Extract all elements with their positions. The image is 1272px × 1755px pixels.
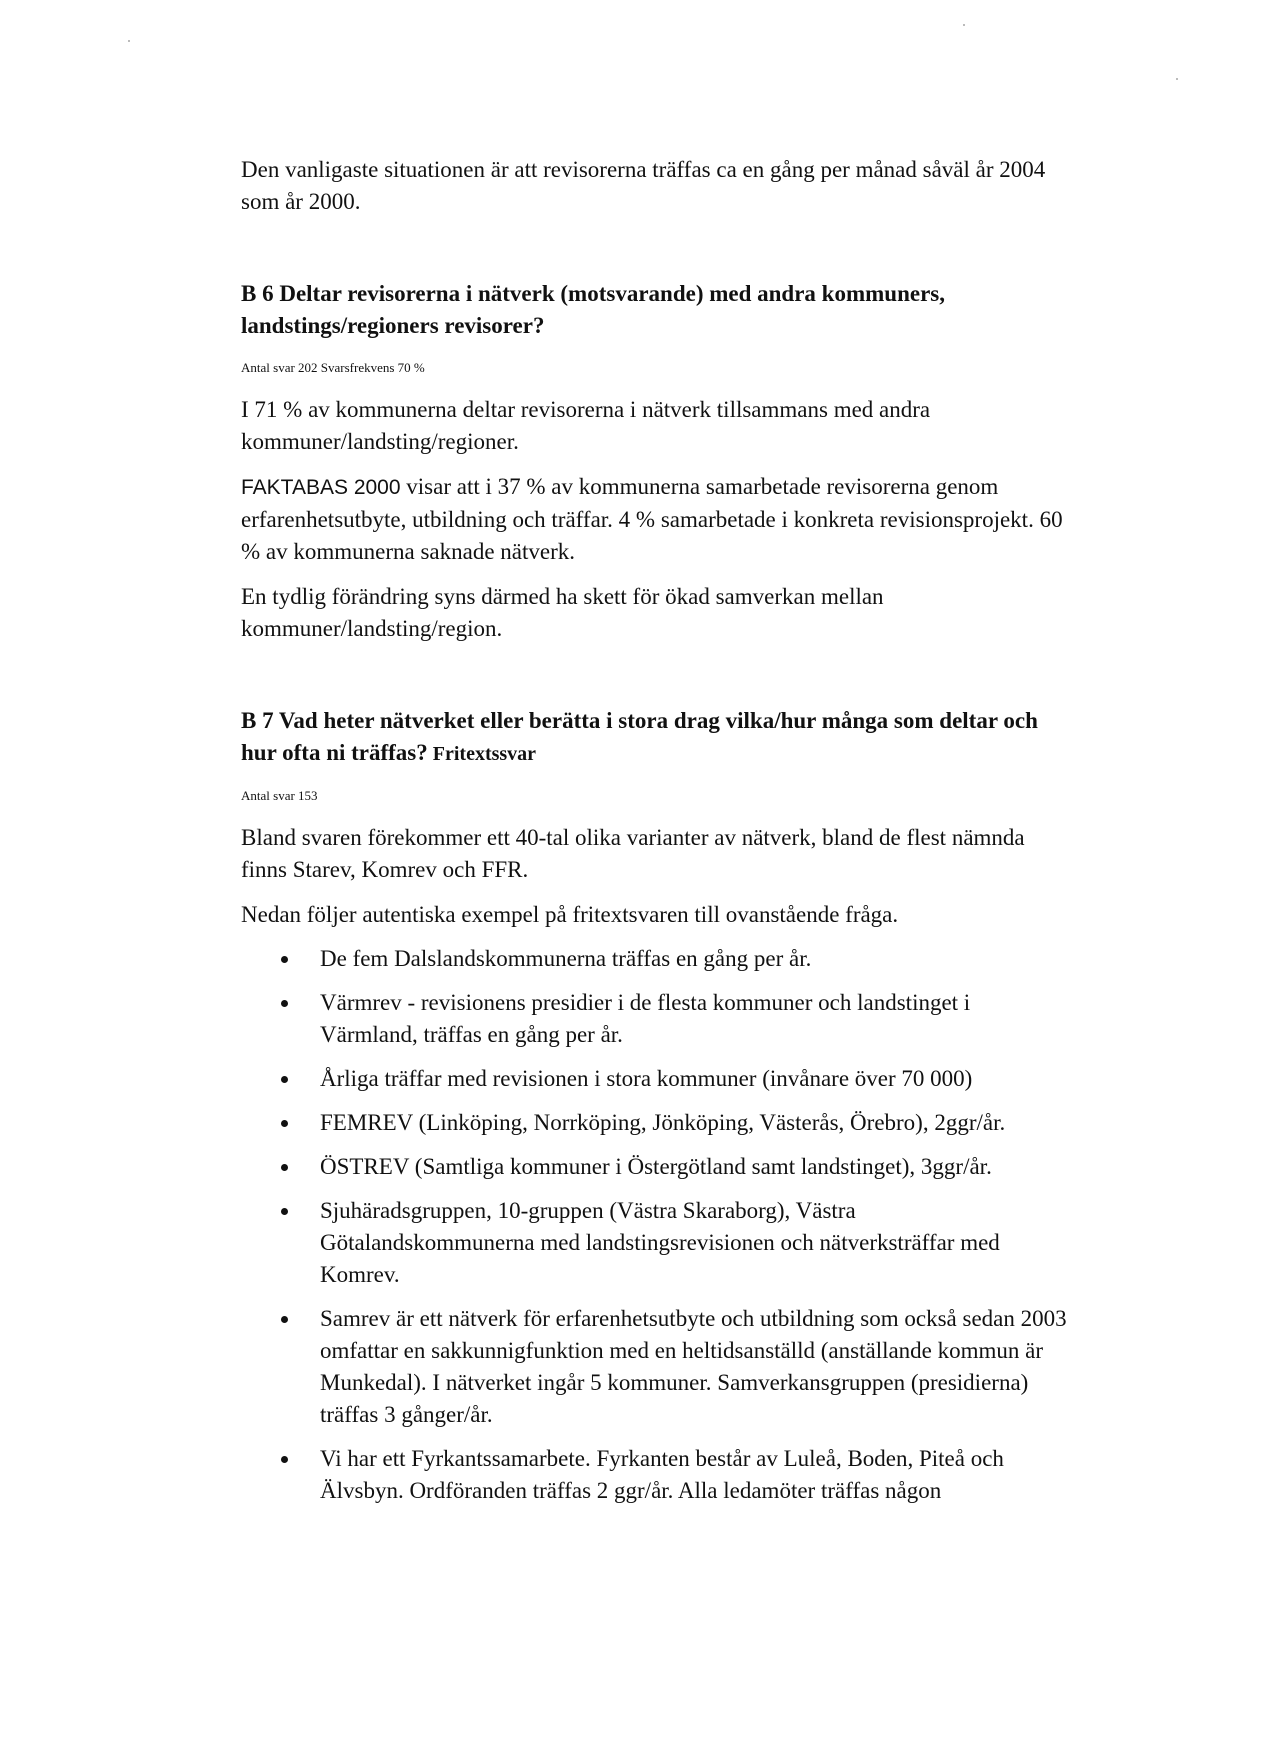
faktabas-label: FAKTABAS 2000 <box>241 476 401 499</box>
list-item <box>241 1107 1071 1139</box>
scan-speck <box>1176 78 1178 80</box>
bullet-icon <box>281 1456 288 1463</box>
section-b7-heading <box>241 705 1071 770</box>
list-item-text: Årliga träffar med revisionen i stora kommuner (invånare över 70 000) <box>320 1066 973 1091</box>
list-item-text: Sjuhäradsgruppen, 10-gruppen (Västra Skaraborg), Västra Götalandskommunerna med landstingsrevisionen och nätverksträffar med Komrev. <box>320 1198 1000 1287</box>
bullet-icon <box>281 1316 288 1323</box>
section-b7-paragraph-2: Nedan följer autentiska exempel på fritextsvaren till ovanstående fråga. <box>241 902 899 927</box>
section-b7-heading-text: B 7 Vad heter nätverket eller berätta i stora drag vilka/hur många som deltar och hur ofta ni träffas? <box>241 708 1038 765</box>
list-item <box>241 1195 1071 1291</box>
bullet-icon <box>281 1120 288 1127</box>
bullet-icon <box>281 1164 288 1171</box>
list-item <box>241 943 1071 975</box>
section-b7-paragraph-1: Bland svaren förekommer ett 40-tal olika varianter av nätverk, bland de flest nämnda finns Starev, Komrev och FFR. <box>241 825 1025 882</box>
document-content <box>241 154 1071 1519</box>
section-b7-heading-suffix: Fritextssvar <box>427 743 537 765</box>
list-item-text: FEMREV (Linköping, Norrköping, Jönköping, Västerås, Örebro), 2ggr/år. <box>320 1110 1006 1135</box>
bullet-icon <box>281 1076 288 1083</box>
section-b6-paragraph-2 <box>241 471 1071 568</box>
section-b7-response-stats: Antal svar 153 <box>241 788 318 803</box>
scan-speck <box>963 24 965 26</box>
list-item <box>241 1303 1071 1431</box>
examples-bullet-list <box>241 943 1071 1507</box>
list-item <box>241 1151 1071 1183</box>
list-item-text: ÖSTREV (Samtliga kommuner i Östergötland samt landstinget), 3ggr/år. <box>320 1154 992 1179</box>
scan-speck <box>128 40 130 42</box>
bullet-icon <box>281 1208 288 1215</box>
list-item <box>241 1443 1071 1507</box>
section-b6-paragraph-1: I 71 % av kommunerna deltar revisorerna i nätverk tillsammans med andra kommuner/landsting/regioner. <box>241 397 931 454</box>
section-b6-paragraph-2-text: visar att i 37 % av kommunerna samarbetade revisorerna genom erfarenhetsutbyte, utbildning och träffar. 4 % samarbetade i konkreta revisionsprojekt. 60 % av kommunerna saknade nätverk. <box>241 474 1063 564</box>
bullet-icon <box>281 1000 288 1007</box>
bullet-icon <box>281 956 288 963</box>
list-item-text: Värmrev - revisionens presidier i de flesta kommuner och landstinget i Värmland, träffas en gång per år. <box>320 990 971 1047</box>
section-b6-response-stats: Antal svar 202 Svarsfrekvens 70 % <box>241 360 425 375</box>
list-item-text: Vi har ett Fyrkantssamarbete. Fyrkanten består av Luleå, Boden, Piteå och Älvsbyn. Ordföranden träffas 2 ggr/år. Alla ledamöter träffas någon <box>320 1446 1004 1503</box>
section-b6-paragraph-3: En tydlig förändring syns därmed ha skett för ökad samverkan mellan kommuner/landsting/region. <box>241 584 884 641</box>
list-item-text: Samrev är ett nätverk för erfarenhetsutbyte och utbildning som också sedan 2003 omfattar en sakkunnigfunktion med en heltidsanställd (anställande kommun är Munkedal). I nätverket ingår 5 kommuner. Samverkansgruppen (presidierna) träffas 3 gånger/år. <box>320 1306 1067 1427</box>
list-item <box>241 1063 1071 1095</box>
section-b6-heading: B 6 Deltar revisorerna i nätverk (motsvarande) med andra kommuners, landstings/regioners revisorer? <box>241 281 945 338</box>
intro-paragraph: Den vanligaste situationen är att revisorerna träffas ca en gång per månad såväl år 2004 som år 2000. <box>241 157 1046 214</box>
list-item-text: De fem Dalslandskommunerna träffas en gång per år. <box>320 946 812 971</box>
list-item <box>241 987 1071 1051</box>
